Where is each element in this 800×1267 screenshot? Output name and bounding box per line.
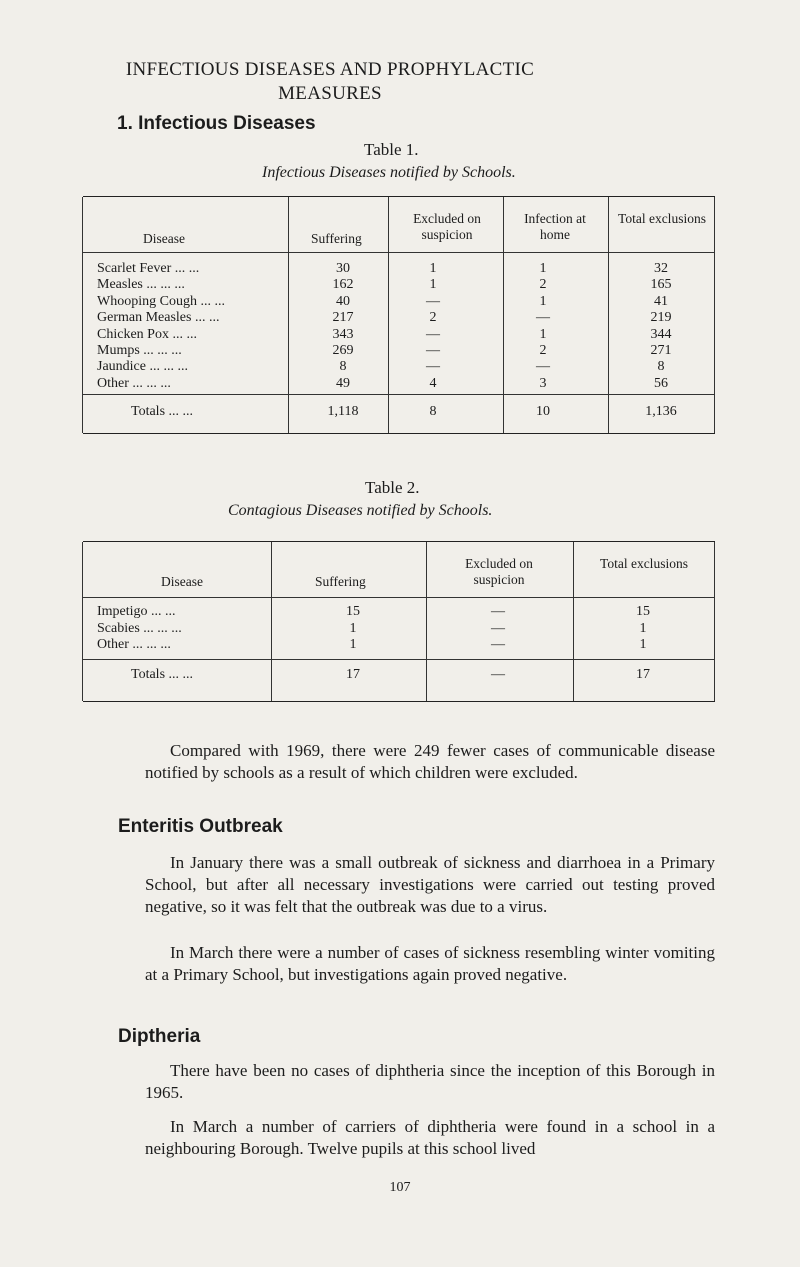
paragraph-compared: Compared with 1969, there were 249 fewer cases of communicable disease notified by schools as a result of which children were excluded. <box>145 741 715 782</box>
table1-cell-excluded: — <box>426 293 440 309</box>
table2-cell-total: 1 <box>639 637 647 652</box>
table2-header-excluded: Excluded on suspicion <box>465 556 533 587</box>
table1-cell-total: 56 <box>654 375 668 391</box>
table2 <box>83 541 715 702</box>
paragraph-enteritis-2: In March there were a number of cases of sickness resembling winter vomiting at a Primary School, but investigations again proved negative. <box>145 943 715 984</box>
table1-cell-total: 32 <box>654 261 668 276</box>
table1-cell-excluded: — <box>426 326 440 342</box>
table2-totals-excluded: — <box>491 667 505 682</box>
page-number: 107 <box>389 1180 411 1195</box>
table1-title: Table 1. <box>364 140 419 159</box>
table1-cell-excluded: — <box>426 343 440 358</box>
table1-cell-disease: Measles ... ... ... <box>97 277 185 293</box>
table1-cell-excluded: 1 <box>429 261 437 276</box>
table2-cell-suffering: 1 <box>349 620 357 636</box>
table1-cell-total: 271 <box>650 343 672 358</box>
paragraph-diptheria-1: There have been no cases of diphtheria since the inception of this Borough in 1965. <box>145 1061 715 1102</box>
table1-cell-suffering: 49 <box>336 375 350 391</box>
table1-totals-excluded: 8 <box>429 404 437 419</box>
main-heading-line1: INFECTIOUS DISEASES AND PROPHYLACTIC <box>125 59 535 80</box>
table1-cell-suffering: 8 <box>339 359 347 375</box>
table2-cell-disease: Scabies ... ... ... <box>97 620 182 636</box>
table1-cell-total: 344 <box>650 326 672 342</box>
table1-cell-disease: Whooping Cough ... ... <box>97 293 225 309</box>
table1-totals-suffering: 1,118 <box>327 404 359 419</box>
table1-header-excluded: Excluded on suspicion <box>413 211 481 242</box>
table1 <box>83 196 715 434</box>
table1-cell-total: 165 <box>650 277 672 293</box>
table1-cell-suffering: 217 <box>332 310 354 326</box>
table1-cell-excluded: 2 <box>429 310 437 326</box>
table2-cell-suffering: 1 <box>349 637 357 652</box>
table1-totals-home: 10 <box>536 404 550 419</box>
table1-cell-home: 3 <box>539 375 547 391</box>
table1-header-suffering: Suffering <box>311 231 362 246</box>
table1-caption: Infectious Diseases notified by Schools. <box>262 164 516 181</box>
table1-cell-suffering: 30 <box>336 261 350 276</box>
table2-cell-excluded: — <box>491 637 505 652</box>
table2-header-disease: Disease <box>161 574 203 589</box>
table2-cell-disease: Other ... ... ... <box>97 637 171 652</box>
table1-cell-disease: Mumps ... ... ... <box>97 343 182 358</box>
table1-header-disease: Disease <box>143 231 185 246</box>
table2-cell-excluded: — <box>491 620 505 636</box>
table1-cell-total: 8 <box>657 359 665 375</box>
table2-totals-total: 17 <box>636 667 650 682</box>
table1-cell-home: 1 <box>539 326 547 342</box>
main-heading-line2: MEASURES <box>278 83 382 104</box>
table2-title: Table 2. <box>365 478 420 497</box>
table1-cell-disease: German Measles ... ... <box>97 310 220 326</box>
table2-totals-suffering: 17 <box>346 667 360 682</box>
table1-cell-home: 1 <box>539 293 547 309</box>
paragraph-enteritis-1: In January there was a small outbreak of sickness and diarrhoea in a Primary School, but after all necessary investigations were carried out testing proved negative, so it was felt that the outbreak was due to a virus. <box>145 853 715 916</box>
table2-cell-excluded: — <box>491 604 505 619</box>
paragraph-diptheria-2: In March a number of carriers of diphtheria were found in a school in a neighbouring Borough. Twelve pupils at this school lived <box>145 1117 715 1158</box>
table2-totals-label: Totals ... ... <box>131 667 194 682</box>
table1-cell-suffering: 269 <box>332 343 354 358</box>
table1-cell-home: 1 <box>539 261 547 276</box>
table1-totals-total: 1,136 <box>645 404 677 419</box>
table1-cell-home: — <box>536 359 550 375</box>
table1-cell-total: 41 <box>654 293 668 309</box>
table2-header-total: Total exclusions <box>600 556 688 571</box>
table1-cell-disease: Jaundice ... ... ... <box>97 359 188 375</box>
table2-cell-suffering: 15 <box>346 604 360 619</box>
section-title-enteritis: Enteritis Outbreak <box>118 816 283 837</box>
table1-cell-total: 219 <box>650 310 672 326</box>
table2-caption: Contagious Diseases notified by Schools. <box>228 502 493 519</box>
table1-cell-home: 2 <box>539 277 547 293</box>
table2-cell-total: 15 <box>636 604 650 619</box>
table1-cell-suffering: 343 <box>332 326 354 342</box>
table1-header-home: Infection at home <box>524 211 586 242</box>
table1-totals-label: Totals ... ... <box>131 404 194 419</box>
table1-cell-disease: Chicken Pox ... ... <box>97 326 197 342</box>
table1-cell-disease: Scarlet Fever ... ... <box>97 261 200 276</box>
table1-cell-home: — <box>536 310 550 326</box>
table1-cell-disease: Other ... ... ... <box>97 375 171 391</box>
table2-cell-total: 1 <box>639 620 647 636</box>
table1-cell-excluded: — <box>426 359 440 375</box>
table1-cell-suffering: 40 <box>336 293 350 309</box>
section-title-infectious: 1. Infectious Diseases <box>117 113 316 134</box>
table2-cell-disease: Impetigo ... ... <box>97 604 176 619</box>
table1-cell-suffering: 162 <box>332 277 354 293</box>
table2-header-suffering: Suffering <box>315 574 366 589</box>
main-heading <box>110 58 550 106</box>
table1-cell-home: 2 <box>539 343 547 358</box>
section-title-diptheria: Diptheria <box>118 1026 201 1047</box>
table1-cell-excluded: 1 <box>429 277 437 293</box>
table1-header-total: Total exclusions <box>618 211 706 226</box>
table1-cell-excluded: 4 <box>429 375 437 391</box>
